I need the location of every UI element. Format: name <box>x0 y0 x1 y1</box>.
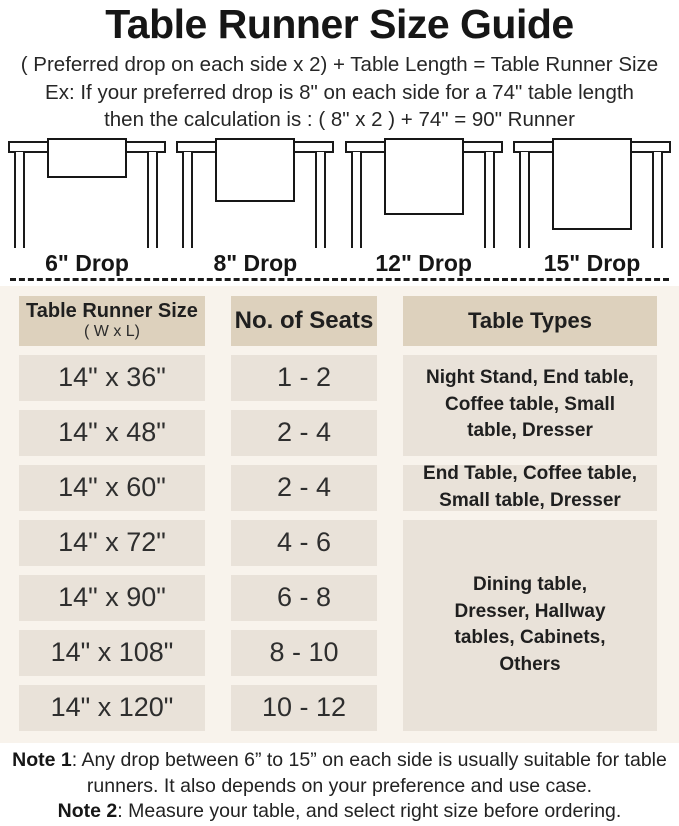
example-text-line1: Ex: If your preferred drop is 8" on each side for a 74" table length <box>45 80 634 104</box>
table-leg-left <box>14 152 25 248</box>
table-row-seats: 4 - 6 <box>231 520 377 566</box>
note-2 <box>6 799 673 825</box>
table-row-seats: 1 - 2 <box>231 355 377 401</box>
table-row-seats: 10 - 12 <box>231 685 377 731</box>
table-leg-right <box>147 152 158 248</box>
table-types-group-small-tables: Night Stand, End table, Coffee table, Small table, Dresser <box>403 355 657 456</box>
table-runner-diagram <box>344 136 504 248</box>
note-1-label: Note 1 <box>12 748 72 771</box>
footer-notes <box>0 748 679 826</box>
runner-shape <box>215 138 295 202</box>
runner-shape <box>552 138 632 230</box>
table-runner-diagram <box>7 136 167 248</box>
runner-shape <box>47 138 127 178</box>
formula-text: ( Preferred drop on each side x 2) + Table Length = Table Runner Size <box>20 52 659 76</box>
table-leg-left <box>351 152 362 248</box>
drop-illustrations <box>0 136 679 278</box>
note-1 <box>6 748 673 800</box>
table-row-size: 14" x 108" <box>19 630 205 676</box>
drop-label: 8" Drop <box>213 249 298 276</box>
column-header-runner-size-title: Table Runner Size <box>26 300 198 323</box>
illustration-15-drop <box>512 136 672 278</box>
column-header-table-types-title: Table Types <box>468 307 592 333</box>
table-row-size: 14" x 72" <box>19 520 205 566</box>
table-row-seats: 8 - 10 <box>231 630 377 676</box>
size-guide-table <box>0 286 679 743</box>
illustration-12-drop <box>344 136 504 278</box>
runner-shape <box>384 138 464 215</box>
example-text-line2: then the calculation is : ( 8" x 2 ) + 74" = 90" Runner <box>104 107 575 131</box>
column-header-table-types <box>403 296 657 346</box>
table-types-group-large-tables: Dining table, Dresser, Hallway tables, Cabinets, Others <box>403 520 657 731</box>
column-header-seats-title: No. of Seats <box>234 306 374 334</box>
table-leg-right <box>652 152 663 248</box>
note-2-label: Note 2 <box>57 800 118 823</box>
drop-label: 12" Drop <box>375 249 472 276</box>
table-row-size: 14" x 36" <box>19 355 205 401</box>
table-row-size: 14" x 48" <box>19 410 205 456</box>
drop-label: 15" Drop <box>543 249 641 276</box>
note-2-text: : Measure your table, and select right size before ordering. <box>117 800 622 823</box>
column-header-runner-size-sub: ( W x L) <box>84 323 140 341</box>
drop-label: 6" Drop <box>45 249 129 276</box>
table-row-size: 14" x 120" <box>19 685 205 731</box>
table-leg-left <box>519 152 530 248</box>
table-runner-diagram <box>175 136 335 248</box>
illustration-8-drop <box>175 136 335 278</box>
table-leg-right <box>315 152 326 248</box>
table-row-size: 14" x 60" <box>19 465 205 511</box>
illustration-6-drop <box>7 136 167 278</box>
table-runner-diagram <box>512 136 672 248</box>
table-row-size: 14" x 90" <box>19 575 205 621</box>
table-row-seats: 2 - 4 <box>231 465 377 511</box>
table-leg-left <box>182 152 193 248</box>
table-row-seats: 2 - 4 <box>231 410 377 456</box>
column-header-runner-size <box>19 296 205 346</box>
table-types-group-medium-tables: End Table, Coffee table, Small table, Dresser <box>403 465 657 511</box>
table-leg-right <box>484 152 495 248</box>
note-1-text: : Any drop between 6” to 15” on each side is usually suitable for table runners. It also depends on your preference and use case. <box>71 748 667 797</box>
column-header-seats <box>231 296 377 346</box>
dashed-divider <box>10 278 669 281</box>
page-title: Table Runner Size Guide <box>105 1 574 47</box>
table-row-seats: 6 - 8 <box>231 575 377 621</box>
